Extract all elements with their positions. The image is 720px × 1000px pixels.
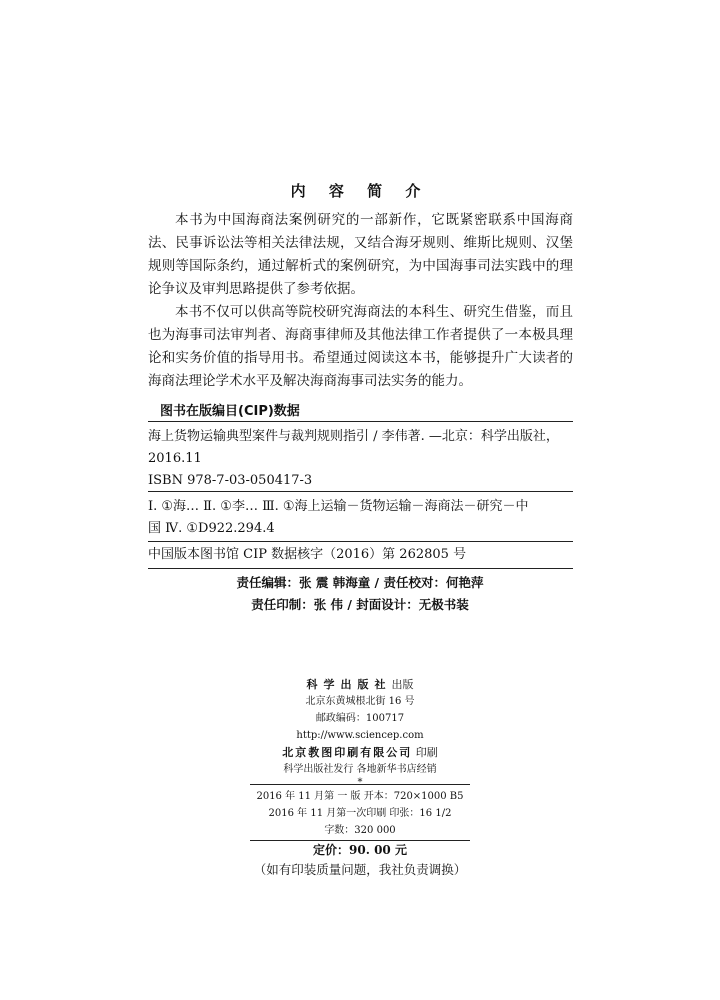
cip-top-rule [148,421,573,422]
intro-title: 内 容 简 介 [290,182,430,200]
price: 定价：90. 00 元 [313,843,407,857]
publisher-name: 科学出版社 [306,678,392,691]
publisher-url: http://www.sciencep.com [296,730,424,741]
price-block [0,840,720,880]
credits-editors: 责任编辑：张 震 韩海童 / 责任校对：何艳萍 [236,575,484,590]
printer-suffix: 印刷 [415,746,438,759]
printer-name: 北京教图印刷有限公司 [282,746,413,759]
cip-middle-rule [148,491,573,492]
credits-production: 责任印制：张 伟 / 封面设计：无极书装 [251,597,469,612]
cip-title-line: 海上货物运输典型案件与裁判规则指引 / 李伟著. —北京：科学出版社， [148,429,559,444]
publisher-postcode: 邮政编码：100717 [315,713,405,724]
publisher-address: 北京东黄城根北街 16 号 [305,696,415,707]
cip-end-rule [148,568,573,569]
cip-subject-line: Ⅰ. ①海… Ⅱ. ①李… Ⅲ. ①海上运输－货物运输－海商法－研究－中 [148,499,529,514]
cip-year-line: 2016.11 [148,451,202,466]
cip-record-number: 中国版本图书馆 CIP 数据核字（2016）第 262805 号 [148,547,467,562]
imprint-rule [250,784,470,785]
separator-star: * [357,777,363,788]
intro-paragraph: 本书不仅可以供高等院校研究海商法的本科生、研究生借鉴，而且也为海事司法审判者、海商事律师及其他法律工作者提供了一本极具理论和实务价值的指导用书。希望通过阅读这本书，能够提升广大读者的海商法理论学术水平及解决海商海事司法实务的能力。 [148,304,573,389]
imprint-block [0,676,720,788]
publisher-line [0,676,720,693]
cip-record-block [148,426,578,492]
quality-note: （如有印装质量问题，我社负责调换） [253,862,467,877]
printer-line [0,744,720,761]
intro-text [148,209,573,393]
cip-bottom-rule [148,541,573,542]
edition-block [0,788,720,839]
edition-line: 2016 年 11 月第 一 版 开本：720×1000 B5 [256,791,464,802]
intro-paragraph: 本书为中国海商法案例研究的一部新作，它既紧密联系中国海商法、民事诉讼法等相关法律法规，又结合海牙规则、维斯比规则、汉堡规则等国际条约，通过解析式的案例研究，为中国海事司法实践中的理论争议及审判思路提供了参考依据。 [148,212,573,297]
printing-line: 2016 年 11 月第一次印刷 印张：16 1/2 [268,808,452,819]
cip-heading: 图书在版编目(CIP)数据 [160,404,300,419]
word-count: 字数：320 000 [324,825,396,836]
cip-subject-block [148,496,578,540]
cip-isbn: ISBN 978-7-03-050417-3 [148,473,313,488]
publisher-suffix: 出版 [391,678,414,691]
cip-subject-line: 国 Ⅳ. ①D922.294.4 [148,521,275,536]
distribution-line: 科学出版社发行 各地新华书店经销 [283,764,437,775]
